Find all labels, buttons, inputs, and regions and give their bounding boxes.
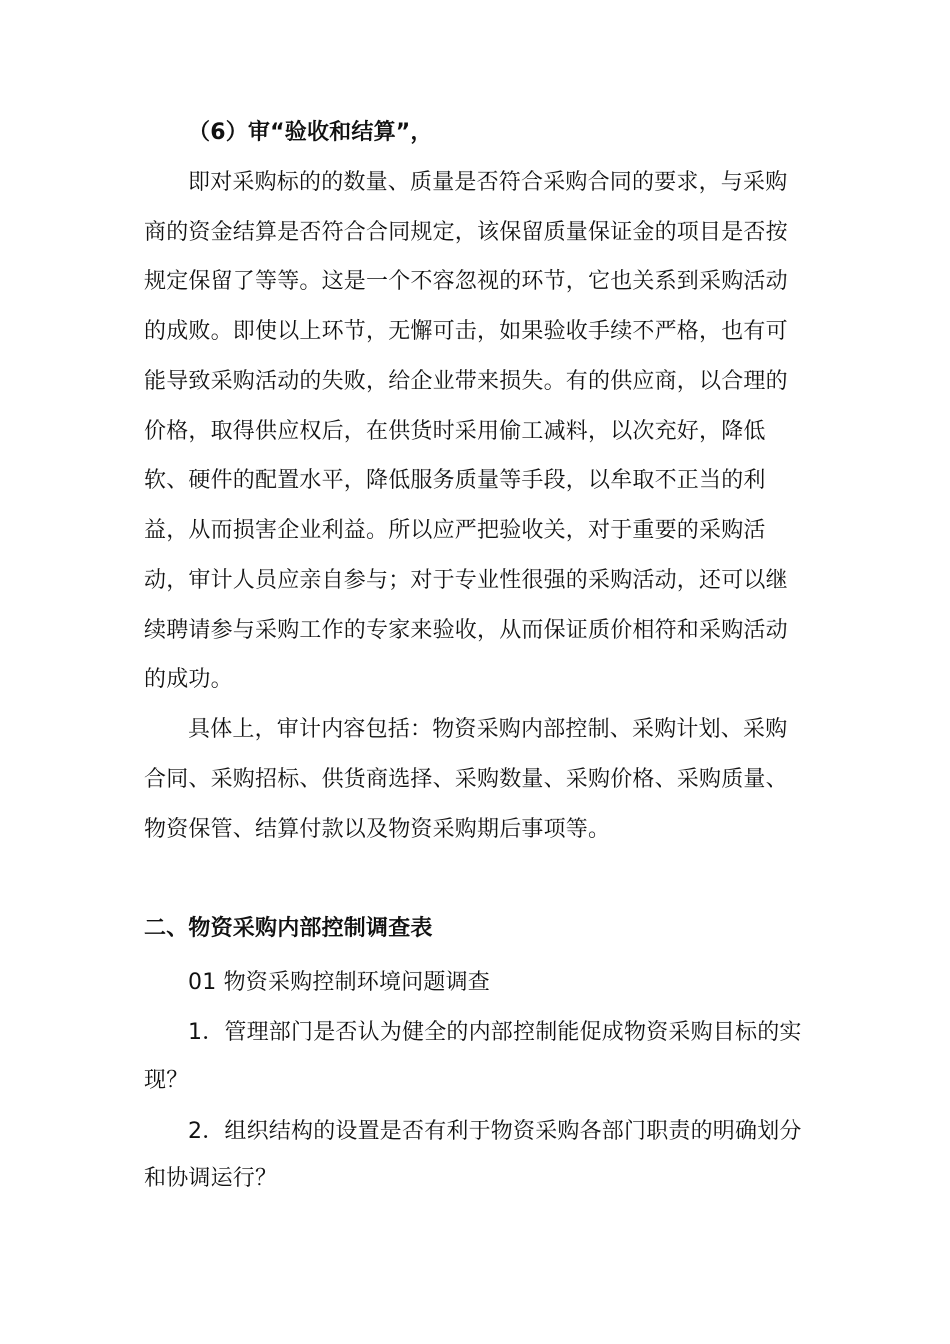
question-line: 现？ — [144, 1068, 189, 1093]
question-line: 2．组织结构的设置是否有利于物资采购各部门职责的明确划分 — [188, 1119, 802, 1144]
paragraph-line: 价格，取得供应权后，在供货时采用偷工减料，以次充好，降低 — [144, 419, 766, 444]
paragraph-line: 软、硬件的配置水平，降低服务质量等手段，以牟取不正当的利 — [144, 468, 766, 493]
paragraph-line: 能导致采购活动的失败，给企业带来损失。有的供应商，以合理的 — [144, 369, 788, 394]
paragraph-line: 规定保留了等等。这是一个不容忽视的环节，它也关系到采购活动 — [144, 269, 788, 294]
section-title: 二、物资采购内部控制调查表 — [144, 916, 433, 941]
question-line: 1．管理部门是否认为健全的内部控制能促成物资采购目标的实 — [188, 1020, 802, 1045]
paragraph-line: 商的资金结算是否符合合同规定，该保留质量保证金的项目是否按 — [144, 220, 788, 245]
subsection-title: 01 物资采购控制环境问题调查 — [188, 970, 490, 995]
section-heading-6: （6）审“验收和结算”， — [188, 120, 433, 145]
paragraph-line: 续聘请参与采购工作的专家来验收，从而保证质价相符和采购活动 — [144, 618, 788, 643]
paragraph-line: 益，从而损害企业利益。所以应严把验收关，对于重要的采购活 — [144, 518, 766, 543]
paragraph-line: 物资保管、结算付款以及物资采购期后事项等。 — [144, 817, 611, 842]
paragraph-line: 动，审计人员应亲自参与；对于专业性很强的采购活动，还可以继 — [144, 568, 788, 593]
paragraph-line: 的成功。 — [144, 667, 233, 692]
question-line: 和协调运行？ — [144, 1166, 278, 1191]
paragraph-line: 具体上，审计内容包括：物资采购内部控制、采购计划、采购 — [188, 717, 788, 742]
paragraph-line: 的成败。即使以上环节，无懈可击，如果验收手续不严格，也有可 — [144, 319, 788, 344]
paragraph-line: 即对采购标的的数量、质量是否符合采购合同的要求，与采购 — [188, 170, 788, 195]
paragraph-line: 合同、采购招标、供货商选择、采购数量、采购价格、采购质量、 — [144, 767, 788, 792]
